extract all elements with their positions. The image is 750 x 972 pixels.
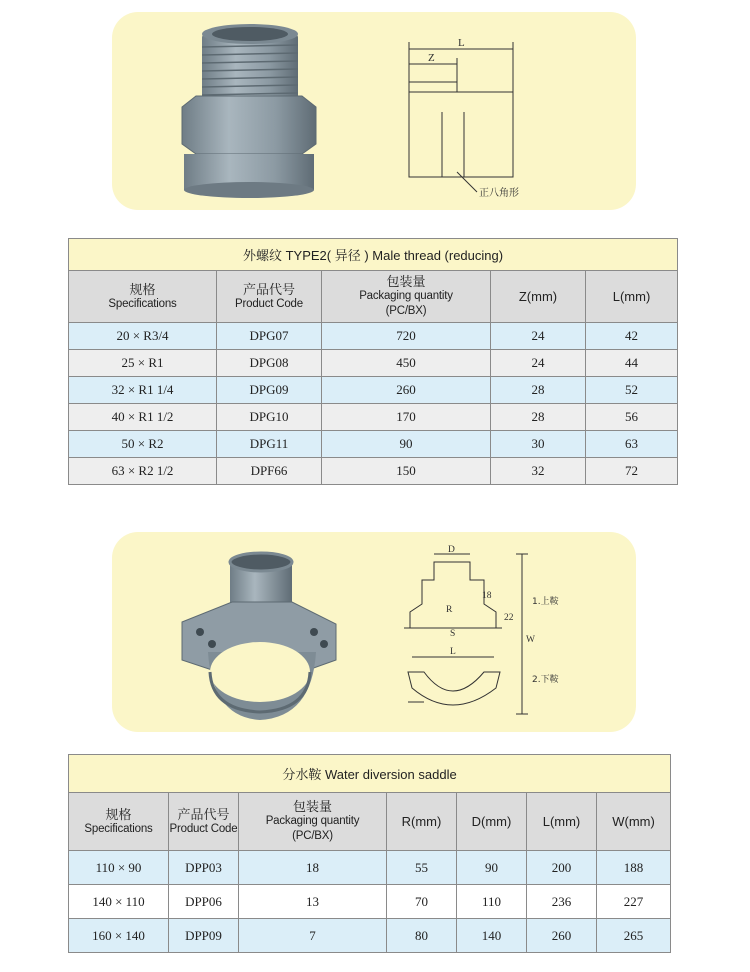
- drawing-label-22: 22: [504, 613, 514, 623]
- cell-z: 32: [491, 458, 586, 485]
- table-row: [69, 885, 671, 919]
- header-w: W(mm): [597, 793, 671, 851]
- cell-spec: 160 × 140: [69, 919, 169, 953]
- male-thread-fitting-photo: [182, 24, 316, 198]
- cell-r: 70: [387, 885, 457, 919]
- table-row: [69, 323, 678, 350]
- saddle-photo: [182, 553, 336, 720]
- header-l: L(mm): [586, 271, 678, 323]
- male-thread-spec-table: [68, 238, 678, 485]
- cell-qty: 720: [322, 323, 491, 350]
- cell-l: 200: [527, 851, 597, 885]
- cell-l: 42: [586, 323, 678, 350]
- male-thread-drawing: [409, 42, 513, 192]
- table-title: 分水鞍 Water diversion saddle: [69, 755, 671, 793]
- cell-z: 28: [491, 377, 586, 404]
- cell-l: 52: [586, 377, 678, 404]
- cell-code: DPG10: [217, 404, 322, 431]
- drawing-label-upper-saddle: 1.上鞍: [532, 597, 559, 607]
- header-product-code: 产品代号 Product Code: [217, 271, 322, 323]
- cell-qty: 13: [239, 885, 387, 919]
- cell-qty: 7: [239, 919, 387, 953]
- cell-spec: 20 × R3/4: [69, 323, 217, 350]
- cell-qty: 150: [322, 458, 491, 485]
- table-row: [69, 919, 671, 953]
- cell-z: 30: [491, 431, 586, 458]
- cell-code: DPG11: [217, 431, 322, 458]
- cell-d: 90: [457, 851, 527, 885]
- drawing-label-s: S: [450, 629, 456, 639]
- header-r: R(mm): [387, 793, 457, 851]
- cell-z: 24: [491, 350, 586, 377]
- cell-l: 63: [586, 431, 678, 458]
- cell-code: DPP03: [169, 851, 239, 885]
- cell-qty: 90: [322, 431, 491, 458]
- header-l: L(mm): [527, 793, 597, 851]
- cell-code: DPG09: [217, 377, 322, 404]
- drawing-label-lower-saddle: 2.下鞍: [532, 675, 559, 685]
- cell-code: DPP06: [169, 885, 239, 919]
- cell-d: 140: [457, 919, 527, 953]
- cell-spec: 110 × 90: [69, 851, 169, 885]
- table-row: [69, 404, 678, 431]
- cell-spec: 40 × R1 1/2: [69, 404, 217, 431]
- drawing-label-l: L: [450, 647, 456, 657]
- header-specifications: 规格 Specifications: [69, 793, 169, 851]
- cell-spec: 32 × R1 1/4: [69, 377, 217, 404]
- saddle-drawing: [404, 554, 528, 714]
- header-z: Z(mm): [491, 271, 586, 323]
- cell-l: 236: [527, 885, 597, 919]
- cell-code: DPP09: [169, 919, 239, 953]
- table-row: [69, 431, 678, 458]
- drawing-label-w: W: [526, 635, 535, 645]
- product-panel-male-thread: [112, 12, 636, 210]
- drawing-label-r: R: [446, 605, 453, 615]
- cell-w: 227: [597, 885, 671, 919]
- drawing-label-octagon: 正八角形: [479, 188, 519, 199]
- cell-r: 55: [387, 851, 457, 885]
- drawing-label-z: Z: [428, 52, 435, 64]
- table-row: [69, 458, 678, 485]
- header-specifications: 规格 Specifications: [69, 271, 217, 323]
- water-diversion-saddle-spec-table: [68, 754, 671, 953]
- cell-spec: 50 × R2: [69, 431, 217, 458]
- product-panel-saddle: [112, 532, 636, 732]
- cell-code: DPF66: [217, 458, 322, 485]
- cell-spec: 25 × R1: [69, 350, 217, 377]
- cell-qty: 450: [322, 350, 491, 377]
- cell-d: 110: [457, 885, 527, 919]
- drawing-label-18: 18: [482, 591, 492, 601]
- cell-z: 24: [491, 323, 586, 350]
- table-row: [69, 350, 678, 377]
- drawing-label-d: D: [448, 545, 455, 555]
- cell-l: 260: [527, 919, 597, 953]
- cell-l: 44: [586, 350, 678, 377]
- cell-w: 265: [597, 919, 671, 953]
- cell-z: 28: [491, 404, 586, 431]
- table-title: 外螺纹 TYPE2( 异径 ) Male thread (reducing): [69, 239, 678, 271]
- header-packaging-quantity: 包装量 Packaging quantity (PC/BX): [239, 793, 387, 851]
- header-d: D(mm): [457, 793, 527, 851]
- cell-w: 188: [597, 851, 671, 885]
- cell-qty: 260: [322, 377, 491, 404]
- cell-spec: 140 × 110: [69, 885, 169, 919]
- cell-spec: 63 × R2 1/2: [69, 458, 217, 485]
- cell-qty: 18: [239, 851, 387, 885]
- cell-qty: 170: [322, 404, 491, 431]
- cell-l: 72: [586, 458, 678, 485]
- cell-l: 56: [586, 404, 678, 431]
- header-product-code: 产品代号 Product Code: [169, 793, 239, 851]
- cell-code: DPG08: [217, 350, 322, 377]
- table-row: [69, 377, 678, 404]
- cell-code: DPG07: [217, 323, 322, 350]
- header-packaging-quantity: 包装量 Packaging quantity (PC/BX): [322, 271, 491, 323]
- table-row: [69, 851, 671, 885]
- drawing-label-l: L: [458, 37, 465, 49]
- cell-r: 80: [387, 919, 457, 953]
